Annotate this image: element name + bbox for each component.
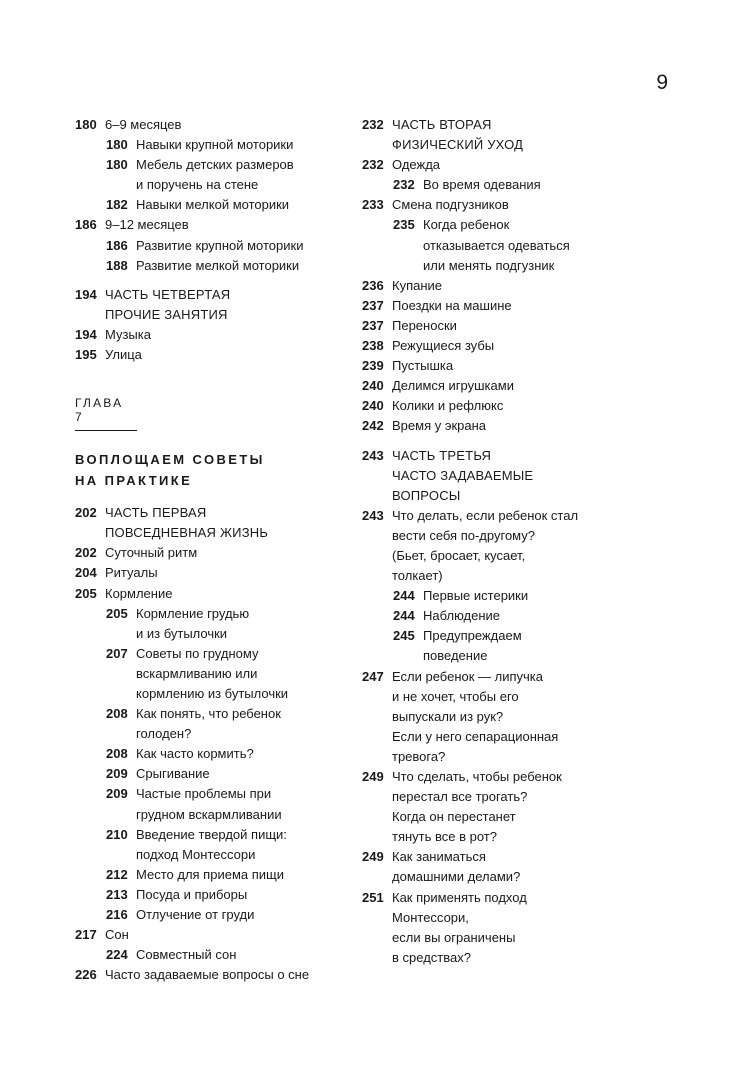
toc-page-number: 213 (106, 886, 128, 902)
toc-entry-title: Если ребенок — липучка и не хочет, чтобы его выпускали из рук? Если у него сепарационная тревога? (392, 668, 559, 764)
toc-subentry[interactable] (75, 905, 345, 925)
toc-entry-title: Ритуалы (105, 565, 158, 581)
toc-subentry[interactable] (362, 626, 662, 666)
toc-subentry[interactable] (75, 764, 345, 784)
toc-entry-title: Часто задаваемые вопросы о сне (105, 967, 310, 983)
toc-page-number: 186 (106, 237, 128, 253)
toc-subentry[interactable] (75, 704, 345, 744)
toc-subentry[interactable] (75, 236, 345, 256)
toc-page-number: 232 (393, 177, 415, 193)
toc-page-number: 244 (393, 588, 415, 604)
toc-entry-title: Навыки мелкой моторики (136, 197, 290, 213)
toc-page-number: 224 (106, 947, 128, 963)
toc-page-number: 243 (362, 447, 384, 463)
toc-entry-title: ЧАСТЬ ЧЕТВЕРТАЯ ПРОЧИЕ ЗАНЯТИЯ (105, 286, 231, 322)
toc-entry[interactable] (362, 376, 662, 396)
toc-entry-title: Частые проблемы при грудном вскармливании (136, 786, 282, 822)
toc-page-number: 236 (362, 277, 384, 293)
toc-entry-title: Посуда и приборы (136, 886, 248, 902)
toc-entry-title: Пустышка (392, 358, 454, 374)
toc-right-column (362, 115, 662, 968)
toc-entry[interactable] (362, 767, 662, 847)
toc-page-number: 217 (75, 927, 97, 943)
toc-entry-title: ЧАСТЬ ТРЕТЬЯ ЧАСТО ЗАДАВАЕМЫЕ ВОПРОСЫ (392, 447, 534, 503)
toc-entry[interactable] (362, 316, 662, 336)
toc-subentry[interactable] (75, 195, 345, 215)
toc-page-number: 182 (106, 197, 128, 213)
toc-page-number: 226 (75, 967, 97, 983)
toc-page-number: 240 (362, 398, 384, 414)
toc-entry[interactable] (362, 336, 662, 356)
toc-entry-title: Срыгивание (136, 766, 210, 782)
toc-entry-title: Когда ребенок отказывается одеваться или менять подгузник (423, 217, 570, 273)
toc-page-number: 232 (362, 117, 384, 132)
toc-entry[interactable] (75, 584, 345, 604)
toc-left-column (75, 115, 345, 985)
toc-entry-title: 9–12 месяцев (105, 217, 189, 233)
toc-entry[interactable] (75, 563, 345, 583)
toc-entry-title: Развитие мелкой моторики (136, 257, 300, 273)
toc-page-number: 216 (106, 907, 128, 922)
toc-page-number: 245 (393, 628, 415, 644)
toc-page-number: 208 (106, 706, 128, 722)
toc-entry-title: Мебель детских размеров и поручень на стене (136, 157, 294, 193)
toc-page-number: 208 (106, 746, 128, 762)
toc-subentry[interactable] (75, 256, 345, 276)
toc-entry-title: Введение твердой пищи: подход Монтессори (136, 826, 287, 862)
toc-subentry[interactable] (75, 784, 345, 824)
toc-subentry[interactable] (75, 744, 345, 764)
toc-page-number: 195 (75, 347, 97, 363)
toc-subentry[interactable] (75, 155, 345, 195)
toc-page-number: 209 (106, 786, 128, 802)
toc-page-number: 204 (75, 565, 97, 581)
toc-entry-title: Развитие крупной моторики (136, 237, 304, 253)
toc-subentry[interactable] (362, 586, 662, 606)
toc-entry-title: Кормление (105, 585, 173, 601)
toc-entry-title: Отлучение от груди (136, 907, 255, 922)
toc-page-number: 233 (362, 197, 384, 213)
toc-entry-title: Делимся игрушками (392, 378, 514, 394)
toc-page-number: 202 (75, 545, 97, 561)
toc-entry-title: Купание (392, 277, 443, 293)
chapter-title: ВОПЛОЩАЕМ СОВЕТЫ НА ПРАКТИКЕ (75, 452, 265, 489)
toc-entry-title: Музыка (105, 326, 151, 342)
toc-entry-title: Советы по грудному вскармливанию или кормлению из бутылочки (136, 645, 289, 701)
toc-page-number: 239 (362, 358, 384, 374)
toc-subentry[interactable] (75, 865, 345, 885)
toc-entry[interactable] (362, 667, 662, 767)
toc-entry-title: Навыки крупной моторики (136, 137, 294, 153)
chapter-label: ГЛАВА 7 (75, 396, 137, 431)
toc-page-number: 202 (75, 505, 97, 521)
toc-page-number: 194 (75, 286, 97, 302)
toc-page-number: 240 (362, 378, 384, 394)
toc-entry[interactable] (75, 345, 345, 365)
toc-entry[interactable] (362, 356, 662, 376)
toc-entry-title: Кормление грудью и из бутылочки (136, 605, 250, 641)
toc-entry-title: Первые истерики (423, 588, 529, 604)
toc-list-right (362, 115, 662, 968)
toc-entry[interactable] (75, 325, 345, 345)
toc-page-number: 249 (362, 849, 384, 865)
toc-page-number: 180 (106, 157, 128, 173)
toc-entry[interactable] (362, 195, 662, 215)
toc-subentry[interactable] (75, 644, 345, 704)
toc-entry[interactable] (362, 396, 662, 416)
toc-page-number: 249 (362, 769, 384, 784)
toc-entry[interactable] (362, 416, 662, 436)
toc-entry[interactable] (75, 925, 345, 945)
toc-page-number: 235 (393, 217, 415, 233)
toc-page-number: 209 (106, 766, 128, 782)
toc-list-left-bottom (75, 503, 345, 985)
toc-page-number: 243 (362, 507, 384, 523)
toc-entry-title: ЧАСТЬ ВТОРАЯ ФИЗИЧЕСКИЙ УХОД (392, 117, 524, 153)
toc-page-number: 188 (106, 257, 128, 273)
toc-entry-title: Наблюдение (423, 608, 501, 624)
toc-entry-title: Улица (105, 347, 142, 363)
toc-page-number: 210 (106, 826, 128, 842)
toc-entry-title: Место для приема пищи (136, 866, 284, 882)
toc-page-number: 205 (75, 585, 97, 601)
toc-page-number: 238 (362, 338, 384, 354)
toc-part-heading[interactable] (362, 115, 662, 155)
toc-entry[interactable] (362, 155, 662, 175)
toc-entry-title: Как применять подход Монтессори, если вы ограничены в средствах? (392, 889, 527, 965)
toc-page-number: 237 (362, 317, 384, 333)
toc-list-left-top (75, 115, 345, 365)
toc-page-number: 180 (106, 137, 128, 153)
toc-page-number: 180 (75, 117, 97, 132)
toc-entry-title: Переноски (392, 317, 457, 333)
toc-subentry[interactable] (362, 215, 662, 275)
toc-subentry[interactable] (362, 175, 662, 195)
toc-page-number: 237 (362, 297, 384, 313)
toc-entry-title: Сон (105, 927, 129, 943)
toc-part-heading[interactable] (75, 503, 345, 543)
toc-entry[interactable] (75, 215, 345, 235)
toc-page-number: 251 (362, 889, 384, 905)
toc-entry[interactable] (362, 276, 662, 296)
toc-entry-title: Что сделать, чтобы ребенок перестал все трогать? Когда он перестанет тянуть все в рот? (392, 769, 562, 845)
toc-entry-title: Колики и рефлюкс (392, 398, 504, 414)
toc-subentry[interactable] (75, 825, 345, 865)
toc-entry-title: Предупреждаем поведение (423, 628, 522, 664)
toc-entry[interactable] (362, 888, 662, 968)
toc-entry[interactable] (75, 965, 345, 985)
toc-entry-title: Как заниматься домашними делами? (392, 849, 521, 885)
toc-entry-title: Совместный сон (136, 947, 237, 963)
toc-page-number: 242 (362, 418, 384, 434)
page-number: 9 (656, 71, 668, 94)
toc-entry-title: Поездки на машине (392, 297, 512, 313)
toc-subentry[interactable] (362, 606, 662, 626)
toc-entry-title: Суточный ритм (105, 545, 198, 561)
toc-entry[interactable] (75, 115, 345, 135)
toc-subentry[interactable] (75, 945, 345, 965)
toc-subentry[interactable] (75, 135, 345, 155)
toc-entry-title: Как часто кормить? (136, 746, 254, 762)
toc-entry[interactable] (362, 296, 662, 316)
toc-entry-title: Смена подгузников (392, 197, 509, 213)
toc-entry-title: Как понять, что ребенок голоден? (136, 706, 281, 742)
toc-page-number: 232 (362, 157, 384, 173)
toc-entry-title: ЧАСТЬ ПЕРВАЯ ПОВСЕДНЕВНАЯ ЖИЗНЬ (105, 505, 269, 541)
toc-part-heading[interactable] (362, 446, 662, 506)
toc-entry-title: Что делать, если ребенок стал вести себя по-другому? (Бьет, бросает, кусает, толкает) (392, 507, 579, 584)
toc-page-number: 247 (362, 668, 384, 684)
toc-page-number: 244 (393, 608, 415, 624)
toc-page-number: 212 (106, 866, 128, 882)
toc-entry[interactable] (362, 847, 662, 887)
toc-entry[interactable] (75, 543, 345, 563)
toc-entry-title: Одежда (392, 157, 441, 173)
toc-entry[interactable] (362, 506, 662, 586)
toc-page-number: 186 (75, 217, 97, 233)
toc-page-number: 207 (106, 645, 128, 661)
toc-page-number: 205 (106, 605, 128, 621)
toc-entry-title: Режущиеся зубы (392, 338, 495, 354)
toc-subentry[interactable] (75, 885, 345, 905)
toc-part-heading[interactable] (75, 285, 345, 325)
toc-entry-title: Во время одевания (423, 177, 541, 193)
toc-subentry[interactable] (75, 604, 345, 644)
toc-entry-title: 6–9 месяцев (105, 117, 182, 132)
toc-entry-title: Время у экрана (392, 418, 487, 434)
toc-page-number: 194 (75, 326, 97, 342)
